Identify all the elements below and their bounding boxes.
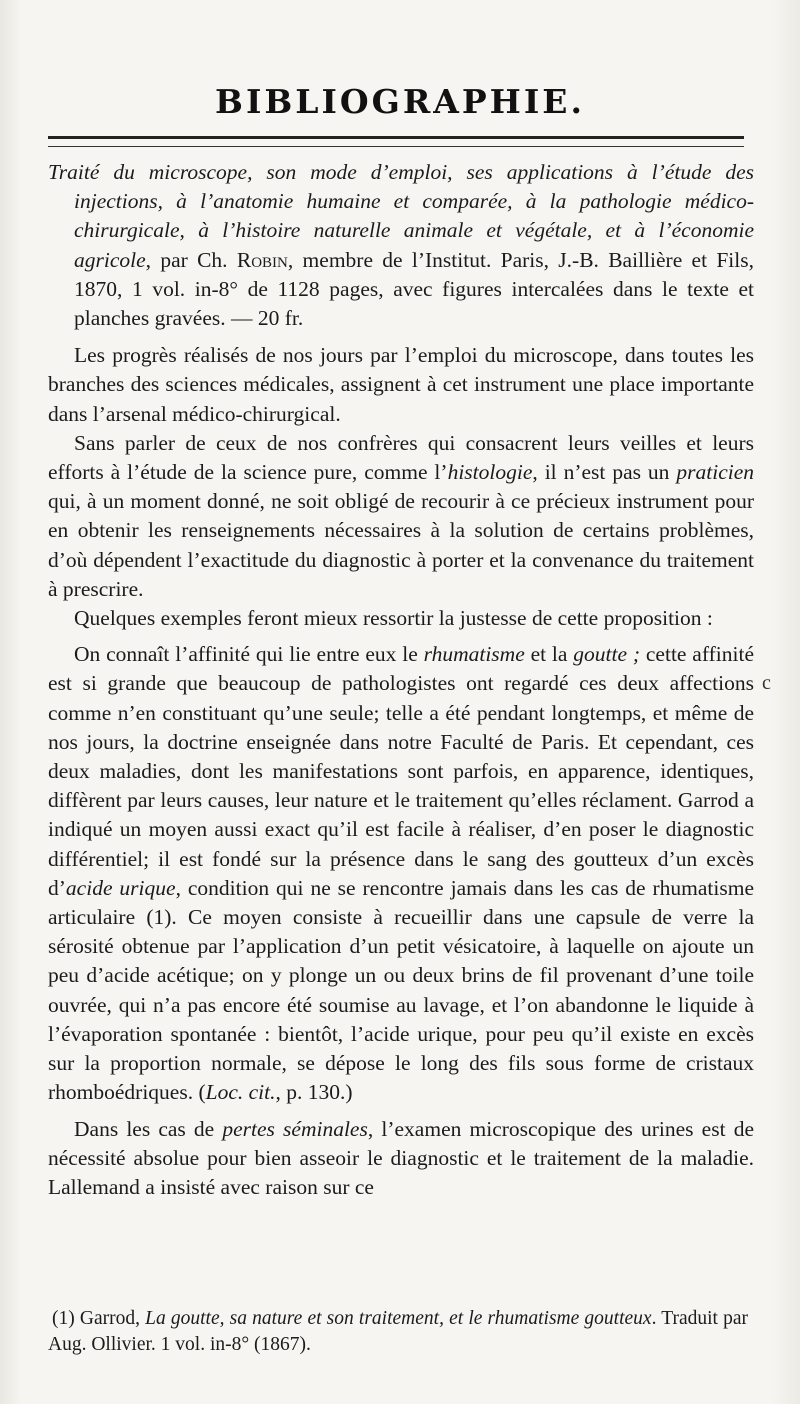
paragraph-2-italic-praticien: praticien [676,460,754,485]
paragraph-2-text-c: qui, à un moment donné, ne soit obligé de recourir à ce précieux instrument pour en obtenir les renseignements nécessaires à la solution de certains problèmes, d’où dépendent l’exactitude du diagnostic à porter et la convenance du traitement à prescrire. [48,489,754,601]
paragraph-2-italic-histologie: histologie [447,460,533,485]
paragraph-5-italic-pertes-seminales: pertes séminales [222,1116,368,1141]
paragraph-4-text-c: cette affinité est si grande que beaucoup de pathologistes ont regardé ces deux affections comme n’en constituant qu’une seule; telle a été pendant longtemps, et même de nos jours, la doctrine enseignée dans notre Faculté de Paris. Et cependant, ces deux maladies, dont les manifestations sont parfois, en apparence, identiques, diffèrent par leurs causes, leur nature et le traitement qu’elles réclament. Garrod a indiqué un moyen aussi exact qu’il est facile à réaliser, d’en poser le diagnostic différentiel; il est fondé sur la présence dans le sang des goutteux d’un excès d’ [48,642,754,900]
margin-mark: c [762,672,771,694]
bibliographic-reference [48,158,754,333]
reference-by: , par Ch. [145,247,237,272]
paragraph-4-text-b: et la [524,642,574,667]
reference-details: , membre de l’Institut. Paris, J.-B. Baillière et Fils, 1870, 1 vol. in-8° de 1128 pages, avec figures intercalées dans le texte et planches gravées. — 20 fr. [74,247,754,331]
paragraph-2-text-a: Sans parler de ceux de nos confrères qui consacrent leurs veilles et leurs efforts à l’étude de la science pure, comme l’ [48,430,754,485]
title-rule-thick [48,136,744,139]
paragraph-4-italic-goutte: goutte ; [573,642,641,667]
paragraph-4-text-d: , condition qui ne se rencontre jamais dans les cas de rhumatisme articulaire (1). Ce moyen consiste à recueillir dans une capsule de verre la sérosité obtenue par l’application d’un petit vésicatoire, à laquelle on ajoute un peu d’acide acétique; on y plonge un ou deux brins de fil provenant d’une toile ouvrée, qui n’a pas encore été soumise au lavage, et l’on abandonne le liquide à l’évaporation spontanée : bientôt, l’acide urique, pour peu qu’il existe en excès sur la proportion normale, se dépose le long des fils sous forme de cristaux rhomboédriques. ( [48,875,754,1105]
paragraph-2 [48,429,754,604]
paragraph-5 [48,1115,754,1203]
paragraph-4-italic-rhumatisme: rhumatisme [423,642,525,667]
page-title: BIBLIOGRAPHIE. [215,82,585,121]
footnote-text-b: . Traduit par Aug. Ollivier. 1 vol. in-8° (1867). [48,1308,748,1355]
footnote-text-a: (1) Garrod, [52,1308,146,1329]
paragraph-4-italic-acide-urique: acide urique [65,875,176,900]
paragraph-4-text-e: , p. 130.) [275,1080,353,1105]
paragraph-5-text-b: , l’examen microscopique des urines est de nécessité absolue pour bien asseoir le diagnostic et le traitement de la maladie. Lallemand a insisté avec raison sur ce [48,1116,754,1199]
title-rule-thin [48,146,744,147]
paragraph-1: Les progrès réalisés de nos jours par l’emploi du microscope, dans toutes les branches des sciences médicales, assignent à cet instrument une place importante dans l’arsenal médico-chirurgical. [48,343,754,426]
footnote [48,1306,748,1358]
reference-author: Robin [236,247,288,272]
paragraph-3: Quelques exemples feront mieux ressortir la justesse de cette proposition : [74,606,713,631]
paragraph-4 [48,640,754,1107]
paragraph-4-text-a: On connaît l’affinité qui lie entre eux le [74,642,424,667]
paragraph-4-italic-loc-cit: Loc. cit. [205,1080,276,1105]
footnote-italic-title: La goutte, sa nature et son traitement, et le rhumatisme goutteux [145,1308,652,1329]
article-body [48,158,754,1202]
reference-title: Traité du microscope, son mode d’emploi, ses applications à l’étude des injections, à l’anatomie humaine et comparée, à la pathologie médico-chirurgicale, à l’histoire naturelle animale et végétale, et à l’économie agricole [48,160,754,272]
paragraph-5-text-a: Dans les cas de [74,1116,223,1141]
paragraph-2-text-b: , il n’est pas un [532,460,677,485]
